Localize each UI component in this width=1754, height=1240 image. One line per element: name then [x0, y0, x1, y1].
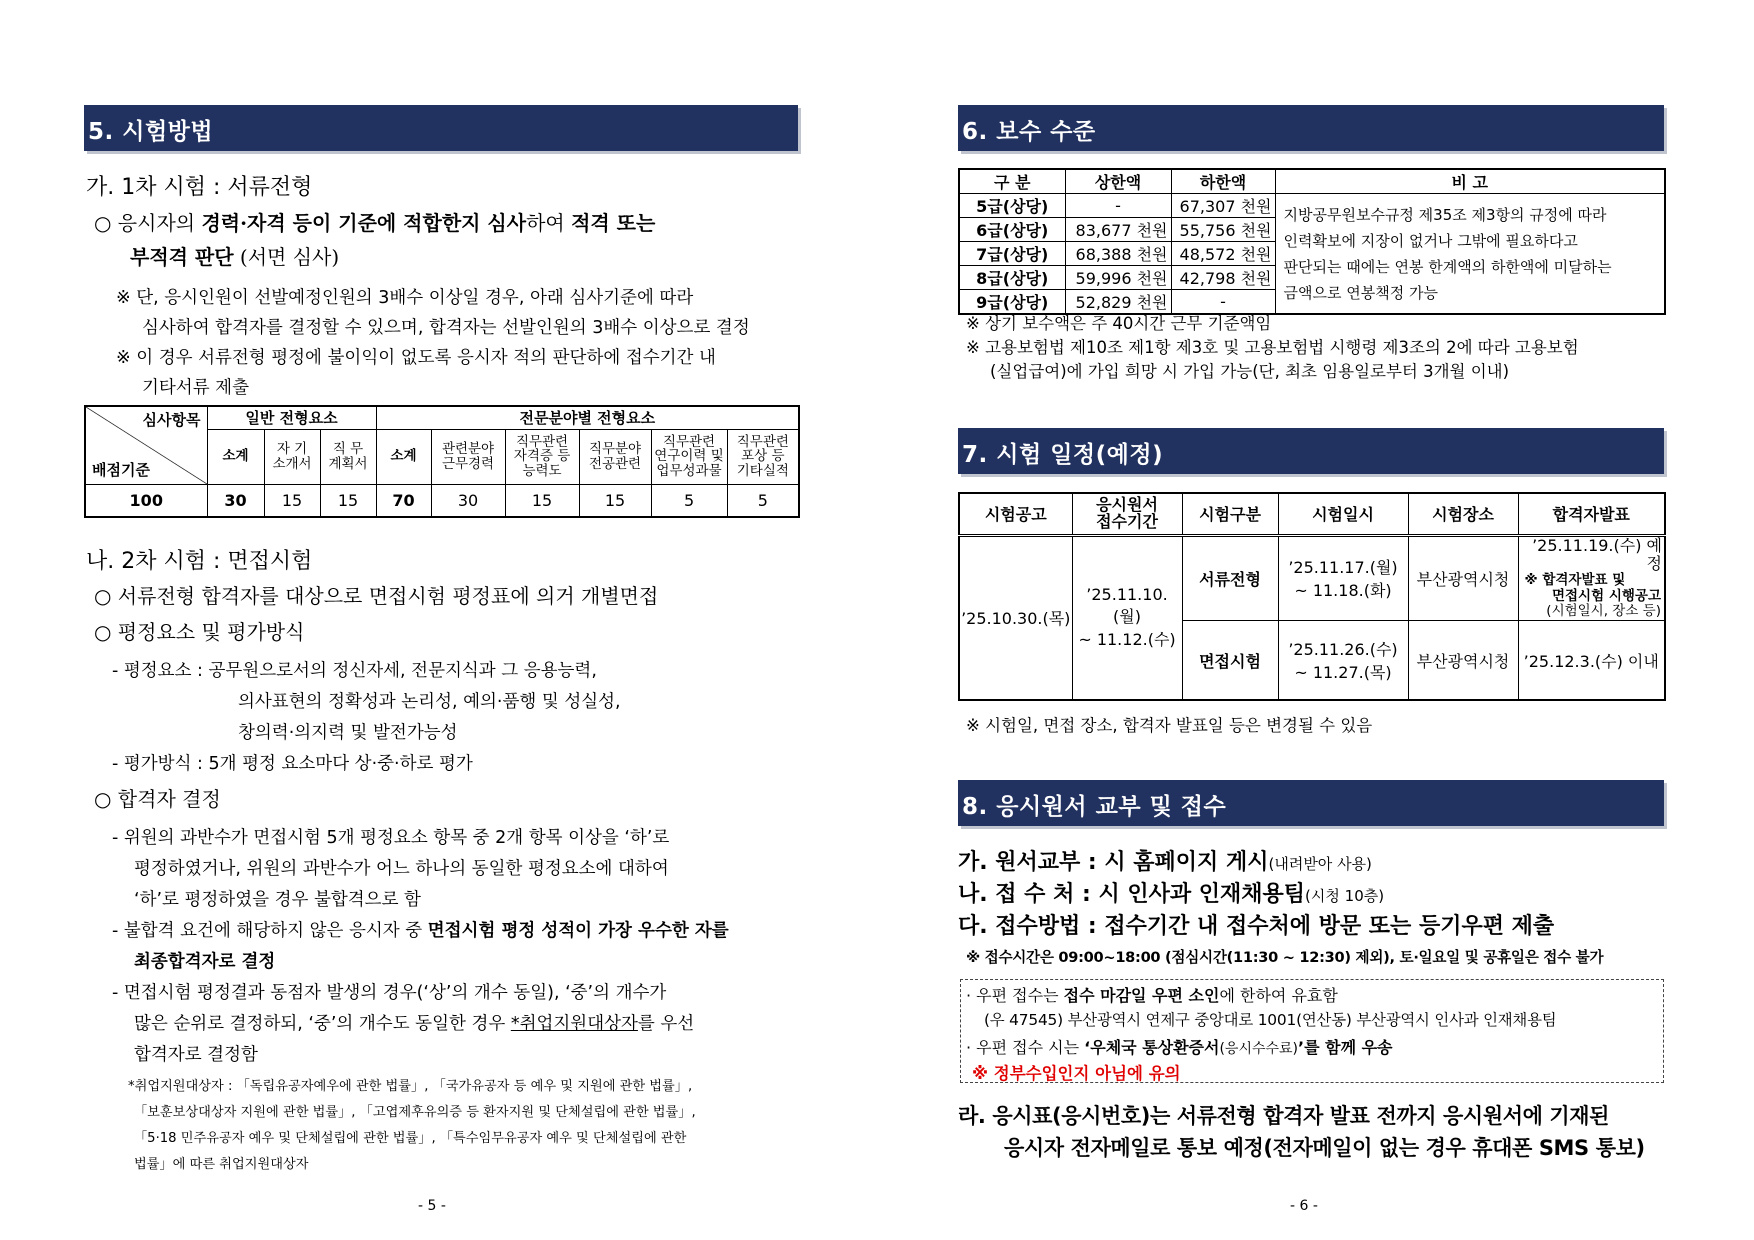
ticket-notice-line1: 라. 응시표(응시번호)는 서류전형 합격자 발표 전까지 응시원서에 기재된 — [958, 1104, 1610, 1128]
first-exam-bullet: ○ 응시자의 경력·자격 등이 기준에 적합한지 심사하여 적격 또는 — [94, 211, 656, 235]
pay-lower: 67,307 천원 — [1171, 194, 1275, 218]
schedule-header: 합격자발표 — [1518, 493, 1665, 535]
decision-1-line1: - 위원의 과반수가 면접시험 5개 평정요소 항목 중 2개 항목 이상을 ‘하’로 — [112, 828, 670, 848]
pay-grade: 8급(상당) — [959, 266, 1065, 290]
score-value: 15 — [505, 484, 579, 517]
score-value: 15 — [320, 484, 376, 517]
footnote-line1: *취업지원대상자 : 「독립유공자예우에 관한 법률」, 「국가유공자 등 예우 및 지원에 관한 법률」, — [128, 1079, 693, 1094]
exam-type-document: 서류전형 — [1182, 535, 1278, 620]
mail-box-address: (우 47545) 부산광역시 연제구 중앙대로 1001(연산동) 부산광역시 인사과 인재채용팀 — [984, 1011, 1557, 1029]
section-7-title: 7. 시험 일정(예정) — [958, 428, 1664, 474]
pay-note-2-line2: (실업급여)에 가입 희망 시 가입 가능(단, 최초 임용일로부터 3개월 이내) — [990, 362, 1510, 381]
footnote-line4: 법률」에 따른 취업지원대상자 — [134, 1157, 309, 1172]
pay-header: 하한액 — [1171, 169, 1275, 194]
eval-elements-1: - 평정요소 : 공무원으로서의 정신자세, 전문지식과 그 응용능력, — [112, 661, 597, 681]
group-general: 일반 전형요소 — [207, 406, 376, 429]
heading-first-exam: 가. 1차 시험 : 서류전형 — [86, 175, 313, 200]
pay-note-1: ※ 상기 보수액은 주 40시간 근무 기준액임 — [966, 314, 1272, 333]
schedule-header: 시험일시 — [1278, 493, 1408, 535]
pay-note-2-line1: ※ 고용보험법 제10조 제1항 제3호 및 고용보험법 시행령 제3조의 2에 따라 고용보험 — [966, 338, 1579, 357]
exam-place-interview: 부산광역시청 — [1408, 620, 1518, 700]
decision-3-line1: - 면접시험 평정결과 동점자 발생의 경우(‘상’의 개수 동일), ‘중’의 개수가 — [112, 983, 667, 1003]
second-exam-bullet-2: ○ 평정요소 및 평가방식 — [94, 620, 305, 644]
mail-box-line3: · 우편 접수 시는 ‘우체국 통상환증서(응시수수료)’를 함께 우송 — [966, 1038, 1393, 1057]
sub-header: 관련분야 근무경력 — [431, 429, 505, 484]
pay-lower: 42,798 천원 — [1171, 266, 1275, 290]
schedule-table — [958, 492, 1666, 701]
page-number-left: - 5 - — [418, 1198, 446, 1214]
exam-date-document: ’25.11.17.(월) ~ 11.18.(화) — [1278, 535, 1408, 620]
score-table — [84, 405, 800, 518]
score-value: 15 — [579, 484, 651, 517]
pay-upper: 83,677 천원 — [1065, 218, 1171, 242]
decision-3-line2: 많은 순위로 결정하되, ‘중’의 개수도 동일한 경우 *취업지원대상자를 우선 — [134, 1014, 695, 1034]
schedule-note: ※ 시험일, 면접 장소, 합격자 발표일 등은 변경될 수 있음 — [966, 716, 1373, 735]
second-exam-bullet-1: ○ 서류전형 합격자를 대상으로 면접시험 평정표에 의거 개별면접 — [94, 584, 659, 608]
footnote-line2: 「보훈보상대상자 지원에 관한 법률」, 「고엽제후유의증 등 환자지원 및 단체설립에 관한 법률」, — [134, 1105, 696, 1120]
score-value: 15 — [264, 484, 320, 517]
decision-3-line3: 합격자로 결정함 — [134, 1045, 258, 1065]
result-interview: ’25.12.3.(수) 이내 — [1518, 620, 1665, 700]
pay-lower: - — [1171, 290, 1275, 315]
pay-grade: 7급(상당) — [959, 242, 1065, 266]
pay-header: 상한액 — [1065, 169, 1171, 194]
pay-lower: 48,572 천원 — [1171, 242, 1275, 266]
sub-header: 소계 — [376, 429, 431, 484]
decision-2-line1: - 불합격 요건에 해당하지 않은 응시자 중 면접시험 평정 성적이 가장 우수한 자를 — [112, 921, 729, 941]
sub-header: 직무분야 전공관련 — [579, 429, 651, 484]
pay-grade: 6급(상당) — [959, 218, 1065, 242]
sub-header: 직무관련 자격증 등 능력도 — [505, 429, 579, 484]
score-value: 70 — [376, 484, 431, 517]
reception-hours-note: ※ 접수시간은 09:00~18:00 (점심시간(11:30 ~ 12:30) 제외), 토·일요일 및 공휴일은 접수 불가 — [966, 949, 1604, 966]
section-8-title: 8. 응시원서 교부 및 접수 — [958, 780, 1664, 826]
note-1-line1: ※ 단, 응시인원이 선발예정인원의 3배수 이상일 경우, 아래 심사기준에 따라 — [116, 288, 694, 308]
score-value: 5 — [651, 484, 727, 517]
reception-place-line: 나. 접 수 처 : 시 인사과 인재채용팀(시청 10층) — [958, 882, 1385, 907]
issue-line: 가. 원서교부 : 시 홈페이지 게시(내려받아 사용) — [958, 850, 1372, 875]
pay-table — [958, 168, 1666, 315]
pay-header: 구 분 — [959, 169, 1065, 194]
sub-header: 소계 — [207, 429, 264, 484]
mail-box-line1: · 우편 접수는 접수 마감일 우편 소인에 한하여 유효함 — [966, 986, 1338, 1005]
note-2-line2: 기타서류 제출 — [142, 378, 249, 398]
sub-header: 직무관련 연구이력 및 업무성과물 — [651, 429, 727, 484]
eval-elements-3: 창의력·의지력 및 발전가능성 — [238, 723, 458, 743]
schedule-header: 시험장소 — [1408, 493, 1518, 535]
section-6-title: 6. 보수 수준 — [958, 105, 1664, 151]
note-2-line1: ※ 이 경우 서류전형 평정에 불이익이 없도록 응시자 적의 판단하에 접수기간 내 — [116, 348, 716, 368]
ticket-notice-line2: 응시자 전자메일로 통보 예정(전자메일이 없는 경우 휴대폰 SMS 통보) — [1004, 1136, 1645, 1160]
decision-2-line2: 최종합격자로 결정 — [134, 952, 276, 972]
sub-header: 자 기 소개서 — [264, 429, 320, 484]
section-5-title: 5. 시험방법 — [84, 105, 798, 151]
score-value: 100 — [85, 484, 207, 517]
schedule-header: 응시원서 접수기간 — [1072, 493, 1182, 535]
group-specialty: 전문분야별 전형요소 — [376, 406, 799, 429]
pay-upper: 59,996 천원 — [1065, 266, 1171, 290]
sub-header: 직 무 계획서 — [320, 429, 376, 484]
pay-upper: - — [1065, 194, 1171, 218]
second-exam-bullet-3: ○ 합격자 결정 — [94, 787, 221, 811]
footnote-line3: 「5·18 민주유공자 예우 및 단체설립에 관한 법률」, 「특수임무유공자 예우 및 단체설립에 관한 — [134, 1131, 687, 1146]
schedule-header: 시험구분 — [1182, 493, 1278, 535]
result-document: ’25.11.19.(수) 예정 ※ 합격자발표 및 면접시험 시행공고 (시험일시, 장소 등) — [1518, 535, 1665, 620]
pay-lower: 55,756 천원 — [1171, 218, 1275, 242]
note-1-line2: 심사하여 합격자를 결정할 수 있으며, 합격자는 선발인원의 3배수 이상으로 결정 — [142, 318, 750, 338]
pay-remark: 지방공무원보수규정 제35조 제3항의 규정에 따라 인력확보에 지장이 없거나 그밖에 필요하다고 판단되는 때에는 연봉 한계액의 하한액에 미달하는 금액으로 연봉책정 가능 — [1275, 194, 1665, 315]
exam-date-interview: ’25.11.26.(수) ~ 11.27.(목) — [1278, 620, 1408, 700]
eval-elements-2: 의사표현의 정확성과 논리성, 예의·품행 및 성실성, — [238, 692, 621, 712]
pay-upper: 68,388 천원 — [1065, 242, 1171, 266]
eval-method: - 평가방식 : 5개 평정 요소마다 상·중·하로 평가 — [112, 754, 473, 774]
score-value: 30 — [207, 484, 264, 517]
first-exam-bullet-line2: 부적격 판단 (서면 심사) — [130, 245, 340, 269]
sub-header: 직무관련 포상 등 기타실적 — [727, 429, 799, 484]
notice-date: ’25.10.30.(목) — [959, 535, 1072, 700]
decision-1-line3: ‘하’로 평정하였을 경우 불합격으로 함 — [134, 890, 421, 910]
score-value: 5 — [727, 484, 799, 517]
reception-method-line: 다. 접수방법 : 접수기간 내 접수처에 방문 또는 등기우편 제출 — [958, 914, 1555, 939]
pay-header: 비 고 — [1275, 169, 1665, 194]
score-value: 30 — [431, 484, 505, 517]
pay-grade: 5급(상당) — [959, 194, 1065, 218]
mail-box-warning: ※ 정부수입인지 아님에 유의 — [972, 1064, 1181, 1083]
page-number-right: - 6 - — [1290, 1198, 1318, 1214]
reception-period: ’25.11.10.(월) ~ 11.12.(수) — [1072, 535, 1182, 700]
pay-grade: 9급(상당) — [959, 290, 1065, 315]
heading-second-exam: 나. 2차 시험 : 면접시험 — [86, 549, 313, 574]
schedule-header: 시험공고 — [959, 493, 1072, 535]
pay-upper: 52,829 천원 — [1065, 290, 1171, 315]
exam-place-document: 부산광역시청 — [1408, 535, 1518, 620]
score-table-corner: 심사항목 배점기준 — [85, 406, 207, 484]
decision-1-line2: 평정하였거나, 위원의 과반수가 어느 하나의 동일한 평정요소에 대하여 — [134, 859, 669, 879]
exam-type-interview: 면접시험 — [1182, 620, 1278, 700]
